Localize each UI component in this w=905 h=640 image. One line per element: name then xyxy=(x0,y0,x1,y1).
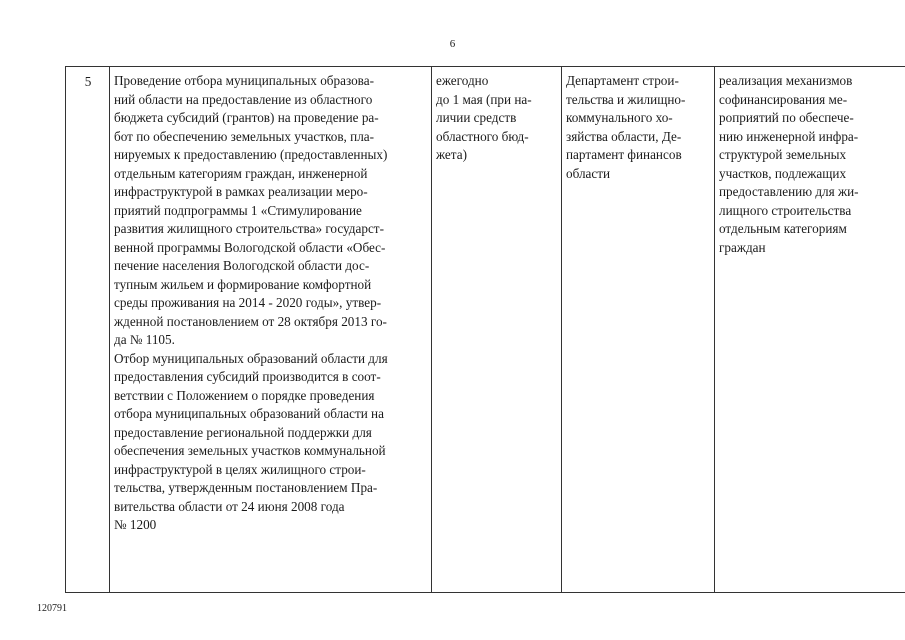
row-number-cell: 5 xyxy=(66,67,110,593)
description-line: отбора муниципальных образований области на xyxy=(114,406,384,421)
description-line: вительства области от 24 июня 2008 года xyxy=(114,498,345,514)
responsible-line: коммунального хо- xyxy=(566,110,673,125)
term-line: областного бюд- xyxy=(436,128,529,144)
description-line: жденной постановлением от 28 октября 2013 го- xyxy=(114,313,387,329)
responsible-line: Департамент строи- xyxy=(566,73,679,88)
description-line: предоставление региональной поддержки для xyxy=(114,424,372,440)
term-cell xyxy=(432,67,562,593)
description-line: Отбор муниципальных образований области для xyxy=(114,350,388,366)
document-code: 120791 xyxy=(37,603,67,614)
term-line: жета) xyxy=(436,147,467,162)
description-line: нируемых к предоставлению (предоставленных) xyxy=(114,147,388,162)
description-line: тупным жильем и формирование комфортной xyxy=(114,276,372,292)
description-line: инфраструктурой в целях жилищного строи- xyxy=(114,461,366,477)
result-line: предоставлению для жи- xyxy=(719,184,859,199)
description-line: бот по обеспечению земельных участков, пла- xyxy=(114,128,375,144)
measures-table xyxy=(65,66,905,593)
description-line: венной программы Вологодской области «Обес- xyxy=(114,239,386,255)
result-line: граждан xyxy=(719,239,766,255)
result-line: структурой земельных xyxy=(719,147,847,162)
responsible-cell xyxy=(562,67,715,593)
result-line: роприятий по обеспече- xyxy=(719,110,854,125)
description-line: печение населения Вологодской области дос- xyxy=(114,258,370,273)
page-number: 6 xyxy=(449,38,456,50)
description-cell xyxy=(110,67,432,593)
description-line: ветствии с Положением о порядке проведения xyxy=(114,387,375,403)
result-line: нию инженерной инфра- xyxy=(719,128,859,144)
table-row xyxy=(66,67,905,593)
result-line: участков, подлежащих xyxy=(719,165,847,181)
responsible-line: партамент финансов xyxy=(566,147,682,162)
description-line: обеспечения земельных участков коммунальной xyxy=(114,443,386,458)
result-line: отдельным категориям xyxy=(719,221,847,236)
responsible-line: области xyxy=(566,165,611,181)
description-line: приятий подпрограммы 1 «Стимулирование xyxy=(114,202,362,218)
result-line: софинансирования ме- xyxy=(719,91,848,107)
description-line: тельства, утвержденным постановлением Пра- xyxy=(114,480,378,495)
result-cell xyxy=(715,67,905,593)
term-line: личии средств xyxy=(436,110,517,125)
result-line: реализация механизмов xyxy=(719,73,853,88)
description-line: предоставления субсидий производится в соот- xyxy=(114,369,381,384)
term-line: ежегодно xyxy=(436,73,489,88)
term-line: до 1 мая (при на- xyxy=(436,91,532,107)
description-line: развития жилищного строительства» государст- xyxy=(114,221,384,236)
responsible-line: тельства и жилищно- xyxy=(566,91,686,107)
responsible-line: зяйства области, Де- xyxy=(566,128,682,144)
description-line: бюджета субсидий (грантов) на проведение ра- xyxy=(114,110,379,125)
description-line: № 1200 xyxy=(114,517,157,532)
description-line: да № 1105. xyxy=(114,332,175,347)
description-line: инфраструктурой в рамках реализации меро- xyxy=(114,184,368,199)
result-line: лищного строительства xyxy=(719,202,852,218)
description-line: отдельным категориям граждан, инженерной xyxy=(114,165,368,181)
description-line: ний области на предоставление из областного xyxy=(114,91,373,107)
description-line: Проведение отбора муниципальных образова- xyxy=(114,73,374,88)
description-line: среды проживания на 2014 - 2020 годы», утвер- xyxy=(114,295,382,310)
